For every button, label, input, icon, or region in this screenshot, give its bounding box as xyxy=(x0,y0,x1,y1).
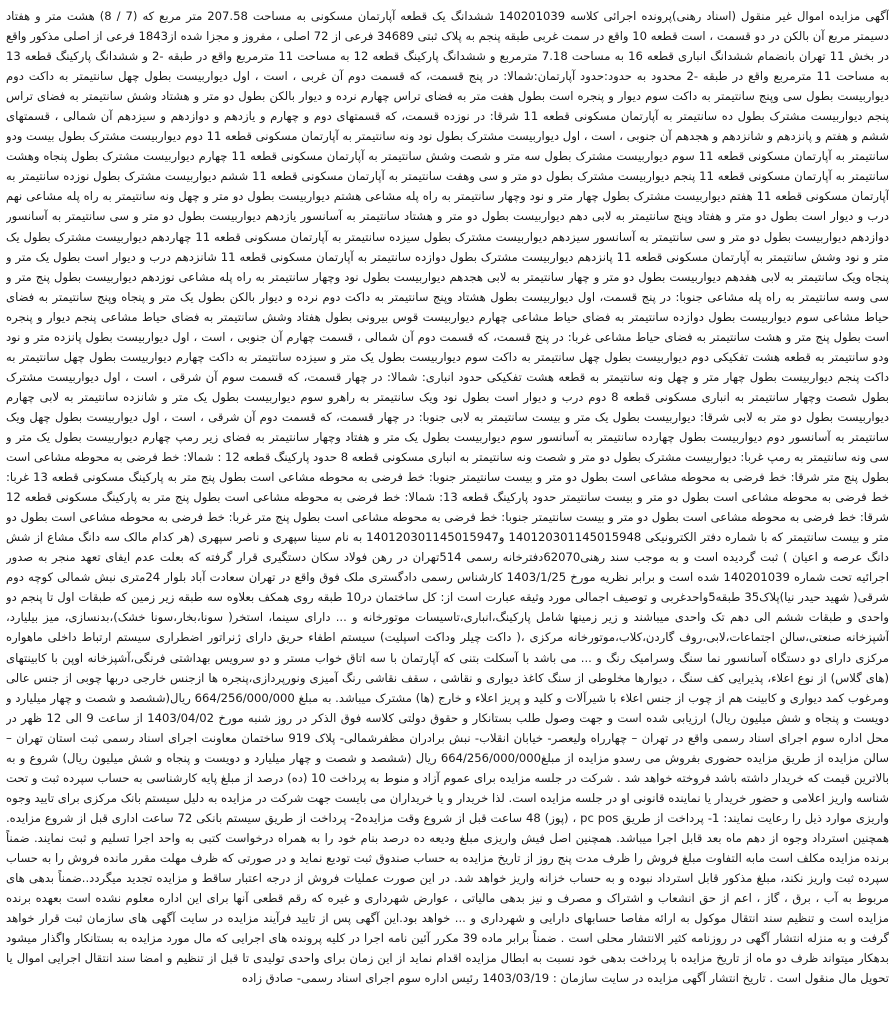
auction-notice xyxy=(6,6,889,1006)
auction-notice-text: آگهی مزایده اموال غیر منقول (اسناد رهنی)پرونده اجرائی کلاسه 140201039 ششدانگ یک قطعه آپارتمان مسکونی به مساحت 207.58 متر مربع که (7 / 8) هشت متر و هفتاد دسیمتر مربع آن بالکن در دو قسمت ، است قطعه 10 واقع در سمت غربی طبقه پنجم به پلاک ثبتی 34689 فرعی از 72 اصلی ، مفروز و مجزا شده از1843 فرعی از اصلی مذکور واقع در بخش 11 تهران بانضمام ششدانگ انباری قطعه 16 به مساحت 7.18 مترمربع و ششدانگ پارکینگ قطعه 12 به مساحت 11 مترمربع واقع در طبقه -2 و ششدانگ پارکینگ قطعه 13 به مساحت 11 مترمربع واقع در طبقه -2 محدود به حدود:حدود آپارتمان:شمالا: در پنج قسمت، که قسمت دوم آن غربی ، است ، اول دیواربیست بطول چهل سانتیمتر به داکت دوم دیواربیست بطول سی وپنج سانتیمتر به داکت سوم دیوار و پنجره است بطول هفت متر به فضای تراس چهارم نرده و دیوار بالکن بطول دو متر و هشتاد وشش سانتیمتر به فضای تراس پنجم دیواربیست مشترک بطول ده سانتیمتر به آپارتمان مسکونی قطعه 11 شرقا: در نوزده قسمت، که قسمتهای دوم و چهارم و یازدهم و دوازدهم و سیزدهم آن شمالی ، قسمتهای ششم و هفتم و پانزدهم و شانزدهم و هجدهم آن جنوبی ، است ، اول دیواربیست مشترک بطول نود ونه سانتیمتر به آپارتمان مسکونی قطعه 11 دوم دیواربیست مشترک بطول بیست ودو سانتیمتر به آپارتمان مسکونی قطعه 11 سوم دیواربیست مشترک بطول سه متر و شصت وشش سانتیمتر به آپارتمان مسکونی قطعه 11 چهارم دیواربیست مشترک بطول پنجاه وهشت سانتیمتر به آپارتمان مسکونی قطعه 11 پنجم دیواربیست مشترک بطول دو متر و سی وهفت سانتیمتر به آپارتمان مسکونی قطعه 11 ششم دیواربیست مشترک بطول نوزده سانتیمتر به آپارتمان مسکونی قطعه 11 هفتم دیواربیست مشترک بطول چهار متر و نود وچهار سانتیمتر به راه پله مشاعی هشتم دیواربیست بطول دو متر و چهل ونه سانتیمتر به راه پله مشاعی نهم درب و دیوار است بطول دو متر و هفتاد وپنج سانتیمتر به لابی دهم دیواربیست بطول دو متر و هشتاد سانتیمتر به آسانسور یازدهم دیواربیست بطول دو متر و سی سانتیمتر به آسانسور دوازدهم دیواربیست بطول دو متر و سی سانتیمتر به آسانسور سیزدهم دیواربیست مشترک بطول سیزده سانتیمتر به آپارتمان مسکونی قطعه 11 چهاردهم دیواربیست مشترک بطول یک متر و نود وشش سانتیمتر به آپارتمان مسکونی قطعه 11 پانزدهم دیواربیست مشترک بطول دوازده سانتیمتر به آپارتمان مسکونی قطعه 11 شانزدهم درب و دیوار است بطول یک متر و پنجاه ویک سانتیمتر به لابی هفدهم دیواربیست بطول دو متر و چهار سانتیمتر به لابی هجدهم دیواربیست بطول نود وچهار سانتیمتر به راه پله مشاعی نوزدهم دیواربیست بطول پنج متر و سی وسه سانتیمتر به راه پله مشاعی جنوبا: در پنج قسمت، اول دیواربیست بطول هشتاد وپنج سانتیمتر به داکت دوم نرده و دیوار بالکن بطول یک متر و پنجاه وپنج سانتیمتر به فضای حیاط مشاعی سوم دیواربیست بطول دوازده سانتیمتر به فضای حیاط مشاعی چهارم دیواربیست قوس بیرونی بطول هفتاد وشش سانتیمتر به فضای حیاط مشاعی پنجم دیوار و پنجره است بطول پنج متر و هشت سانتیمتر به فضای حیاط مشاعی غربا: در پنج قسمت، که قسمت دوم آن شمالی ، قسمت چهارم آن جنوبی ، است ، اول دیواربیست بطول پانزده متر و نود ودو سانتیمتر به قطعه هشت تفکیکی دوم دیواربیست بطول چهل سانتیمتر به داکت سوم دیواربیست بطول یک متر و سیزده سانتیمتر به داکت چهارم دیواربیست بطول چهل سانتیمتر به داکت پنجم دیواربیست بطول چهار متر و چهل ونه سانتیمتر به قطعه هشت تفکیکی حدود انباری: شمالا: در چهار قسمت، که قسمت سوم آن شرقی ، است ، اول دیواربیست مشترک بطول شصت وچهار سانتیمتر به انباری مسکونی قطعه 8 دوم درب و دیوار است بطول نود ویک سانتیمتر به راهرو سوم دیواربیست بطول یک متر و شانزده سانتیمتر به لابی چهارم دیواربیست بطول دو متر به لابی شرقا: دیواربیست بطول یک متر و بیست سانتیمتر به لابی جنوبا: در چهار قسمت، که قسمت دوم آن شرقی ، است ، اول دیواربیست بطول چهل ویک سانتیمتر به آسانسور دوم دیواربیست بطول چهارده سانتیمتر به آسانسور سوم دیواربیست بطول یک متر و هفتاد وچهار سانتیمتر به فضای زیر رمپ چهارم دیواربیست بطول یک متر و سی ونه سانتیمتر به رمپ غربا: دیواربیست مشترک بطول دو متر و شصت ونه سانتیمتر به انباری مسکونی قطعه 8 حدود پارکینگ قطعه 12 : شمالا: خط فرضی به محوطه مشاعی است بطول پنج متر شرقا: خط فرضی به محوطه مشاعی است بطول دو متر و بیست سانتیمتر جنوبا: خط فرضی به محوطه مشاعی است بطول پنج متر به پارکینگ مسکونی قطعه 13 غربا: خط فرضی به محوطه مشاعی است بطول دو متر و بیست سانتیمتر حدود پارکینگ قطعه 13: شمالا: خط فرضی به محوطه مشاعی است بطول پنج متر به پارکینگ مسکونی قطعه 12 شرقا: خط فرضی به محوطه مشاعی است بطول دو متر و بیست سانتیمتر جنوبا: خط فرضی به محوطه مشاعی است بطول پنج متر غربا: خط فرضی به محوطه مشاعی است بطول دو متر و بیست سانتیمتر که با شماره دفتر الکترونیکی 140120301145015948 و140120301145015947 به نام سینا سپهری و ناصر سپهری (هر کدام مالک سه دانگ مشاع از شش دانگ عرصه و اعیان ) ثبت گردیده است و به موجب سند رهنی62070دفترخانه رسمی 514تهران در رهن فولاد سکان دستگیری قرار گرفته که بعلت عدم ایفای تعهد منجر به صدور اجرائیه تحت شماره 140201039 شده است و برابر نظریه مورخ 1403/1/25 کارشناس رسمی دادگستری ملک فوق واقع در تهران سعادت آباد بلوار 24متری نبش شمالی کوچه دوم شرقی( شهید حیدر نیا)پلاک35 طبقه5واحدغربی و توصیف اجمالی مورد وثیقه عبارت است از: کل ساختمان در10 طبقه روی همکف بعلاوه سه طبقه زیر زمین که طبقات اول تا پنجم دو واحدی و طبقات ششم الی دهم تک واحدی میباشند و زیر زمینها شامل پارکینگ،انباری،تاسیسات موتورخانه و ... دارای سینما، استخر( سونا،بخار،سونا خشک)،بدنسازی، میز بیلیارد، آشپزخانه صنعتی،سالن اجتماعات،لابی،روف گاردن،کلاب،موتورخانه مرکزی ،( داکت چیلر وداکت اسپلیت) سیستم اطفاء حریق دارای ژنراتور اضطراری سیستم ارتباط داخلی ماهواره مرکزی دارای دو دستگاه آسانسور نما سنگ وسرامیک رنگ و ... می باشد با آسکلت بتنی که آپارتمان با سه اتاق خواب مستر و دو سرویس بهداشتی فرنگی،آشپزخانه اوپن با کابینتهای (های گلاس) از نوع اعلاء، پذیرایی کف سنگ ، دیوارها مخلوطی از سنگ کاغذ دیواری و نقاشی ، سقف نقاشی رنگ آمیزی ونورپردازی،پنجره ها ازجنس خارجی دربها چوبی از جنس عالی ومرغوب کمد دیواری و کابینت هم از چوب از جنس اعلاء با شیرآلات و کلید و پریز اعلاء و خارج (ها) مشترک میباشد. به مبلغ 664/256/000/000 ریال(ششصد و شصت و چهار میلیارد و دویست و پنجاه و شش میلیون ریال) ارزیابی شده است و جهت وصول طلب بستانکار و حقوق دولتی کلاسه فوق الذکر در روز شنبه مورخ 1403/04/02 از ساعت 9 الی 12 ظهر در محل اداره سوم اجرای اسناد رسمی واقع در تهران – چهارراه ولیعصر- خیابان انقلاب- نبش برادران مظفرشمالی- پلاک 919 ساختمان معاونت اجرای اسناد رسمی ثبت استان تهران – سالن مزایده از طریق مزایده حضوری بفروش می رسدو مزایده از مبلغ664/256/000/000 ریال (ششصد و شصت و چهار میلیارد و دویست و پنجاه و شش میلیون ریال) شروع و به بالاترین قیمت که خریدار داشته باشد فروخته خواهد شد . شرکت در جلسه مزایده برای عموم آزاد و منوط به پرداخت 10 (ده) درصد از مبلغ پایه کارشناسی به حساب سپرده ثبت و تحت شناسه واریز اعلامی و حضور خریدار یا نماینده قانونی او در جلسه مزایده است. لذا خریدار و یا خریداران می بایست جهت شرکت در مزایده به دلیل سیستم بانک مرکزی برای تایید وجوه واریزی موارد ذیل را رعایت نمایند: 1- پرداخت از طریق pc pos ، (پوز) 48 ساعت قبل از شروع وقت مزایده2- پرداخت از طریق سیستم بانکی 72 ساعت اداری قبل از شروع مزایده. همچنین استرداد وجوه از دهم ماه بعد قابل اجرا میباشد. همچنین اصل فیش واریزی مبلغ ودیعه ده درصد بنام خود را به همراه درخواست کتبی به واحد اجرا تسلیم و ثبت نمایند. ضمناً برنده مزایده مکلف است مابه التفاوت مبلغ فروش را ظرف مدت پنج روز از تاریخ مزایده به حساب صندوق ثبت تودیع نماید و در صورتی که ظرف مهلت مقرر مانده فروش را به حساب سپرده ثبت واریز نکند، مبلغ مذکور قابل استرداد نبوده و به حساب خزانه واریز خواهد شد. در این صورت عملیات فروش از درجه اعتبار ساقط و مزایده تجدید میگردد..ضمناً بدهی های مربوط به آب ، برق ، گاز ، اعم از حق انشعاب و اشتراک و مصرف و نیز بدهی مالیاتی ، عوارض شهرداری و غیره که رقم قطعی آنها برای این اداره معلوم نشده است بعهده برنده مزایده است و تنظیم سند انتقال موکول به ارائه مفاصا حسابهای دارایی و شهرداری و ... خواهد بود.این آگهی پس از تایید فرآیند مزایده در سایت آگهی های سازمان ثبت قرار خواهد گرفت و به منزله انتشار آگهی در روزنامه کثیر الانتشار محلی است . ضمناً برابر ماده 39 مکرر آئین نامه اجرا در کلیه پرونده های اجرایی که مال مورد مزایده به بستانکار واگذار میشود بدهکار میتواند ظرف دو ماه از تاریخ مزایده با پرداخت بدهی خود نسبت به ابطال مزایده اقدام نماید از این زمان برای واحدی تولیدی تا قبل از تنظیم و امضا سند انتقال اجرایی اموال یا تحویل مال منقول است . تاریخ انتشار آگهی مزایده در سایت سازمان : 1403/03/19 رئیس اداره سوم اجرای اسناد رسمی- صادق زاده xyxy=(6,9,889,986)
